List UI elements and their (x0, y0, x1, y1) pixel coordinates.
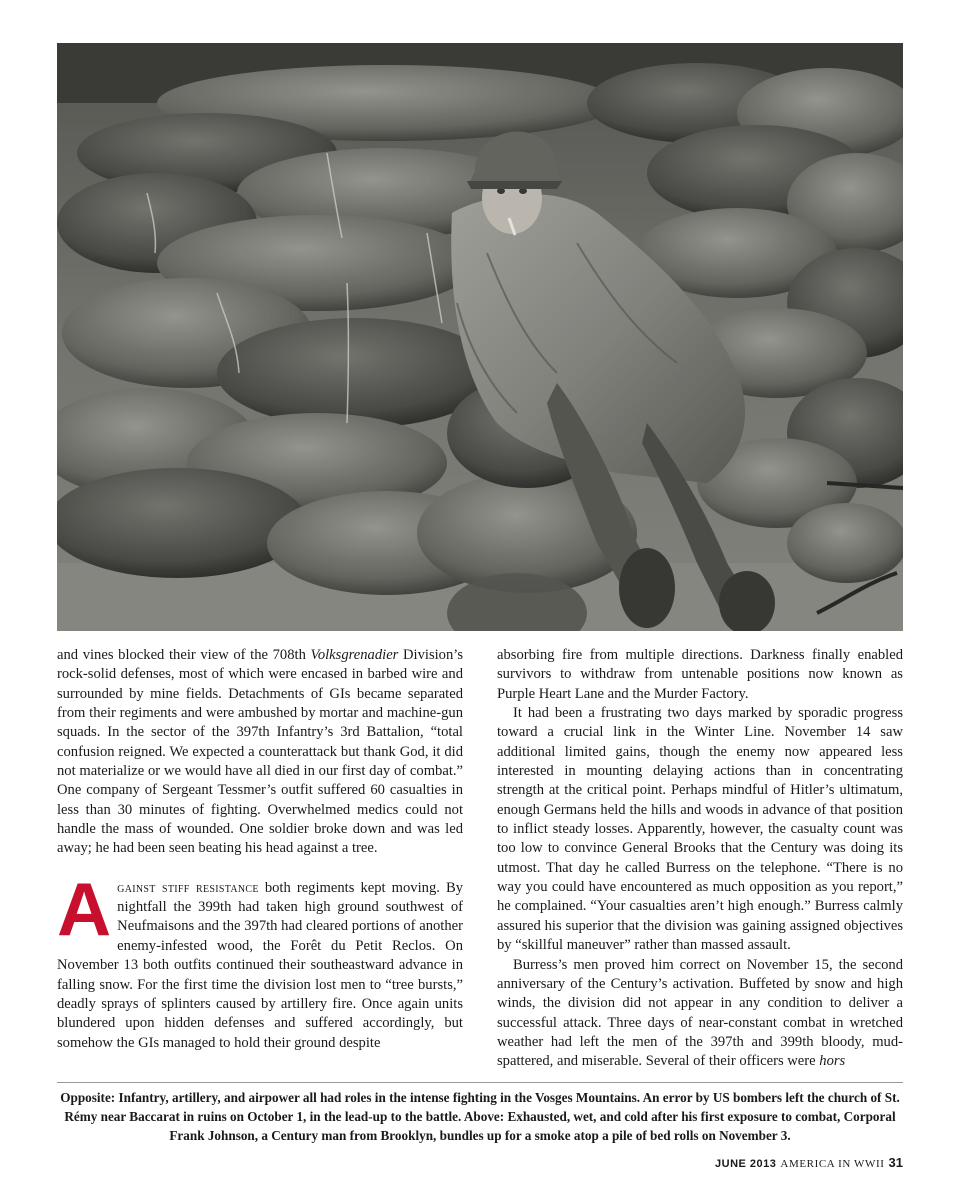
section-lead-in: gainst stiff resistance (117, 879, 259, 896)
body-paragraph (57, 646, 463, 859)
soldier-on-bedrolls-photo (57, 43, 903, 631)
italic-text: hors (819, 1053, 846, 1070)
paragraph-text: both regiments kept moving. By nightfall the 399th had taken high ground southwest of Neufmaisons and the 397th had cleared portions of another enemy-infested wood, the Forêt du Petit Reclos. On November 13 both outfits continued their southeastward advance in falling snow. For the first time the division lost men to “tree bursts,” deadly sprays of splinters caused by artillery fire. Once again units blundered upon hidden defenses and suffered accordingly, but somehow the GIs managed to hold their ground despite (57, 879, 463, 1051)
page-number: 31 (888, 1155, 903, 1170)
italic-text: Volksgrenadier (310, 647, 399, 663)
body-paragraph (497, 956, 903, 1072)
drop-cap: A (57, 866, 112, 951)
article-column-left (57, 646, 463, 1053)
issue-date: JUNE 2013 (715, 1158, 777, 1170)
body-paragraph: It had been a frustrating two days marked by sporadic progress toward a crucial link in the Winter Line. November 14 saw additional limited gains, though the enemy now appeared less interested in mounting delaying actions than in concentrating strength at the critical point. Perhaps mindful of Hitler’s ultimatum, enough Germans held the hills and woods in advance of that position to inflict steady losses. Apparently, however, the casualty count was too low to convince General Brooks that the Century was doing its utmost. That day he called Burress on the telephone. “There is no way you could have encountered as much opposition as you report,” he complained. “Your casualties aren’t high enough.” Burress calmly assured his superior that the division was gaining assigned objectives by “skillful maneuver” rather than massed assault. (497, 705, 903, 954)
text-run: Burress’s men proved him correct on November 15, the second anniversary of the Century’s activation. Buffeted by snow and high winds, the division did not appear in any condition to deliver a successful attack. Three days of near-constant combat in wretched weather had left the men of the 397th and 399th bloody, mud-spattered, and miserable. Several of their officers were (497, 956, 903, 1070)
article-column-right (497, 646, 903, 1072)
caption-divider (57, 1082, 903, 1083)
text-run: Division’s rock-solid defenses, most of which were encased in barbed wire and surrounded by mine fields. Detachments of GIs became separated from their regiments and were ambushed by mortar and machine-gun squads. In the sector of the 397th Infantry’s 3rd Battalion, “total confusion reigned. We expected a counterattack but thank God, it did not materialize or we would have all died in our first day of combat.” One company of Sergeant Tessmer’s outfit suffered 60 casualties in less than 30 minutes of fighting. Overwhelmed medics could not handle the mass of wounded. One soldier broke down and was led away; he had been seen beating his head against a tree. (57, 647, 464, 857)
article-photo (57, 43, 903, 631)
body-paragraph-section-start (57, 866, 463, 1053)
page-footer (715, 1155, 903, 1170)
magazine-name: AMERICA IN WWII (780, 1158, 885, 1170)
photo-caption: Opposite: Infantry, artillery, and airpower all had roles in the intense fighting in the Vosges Mountains. An error by US bombers left the church of St. Rémy near Baccarat in ruins on October 1, in the lead-up to the battle. Above: Exhausted, wet, and cold after his first exposure to combat, Corporal Frank Johnson, a Century man from Brooklyn, bundles up for a smoke atop a pile of bed rolls on November 3. (60, 1090, 900, 1143)
text-run: and vines blocked their view of the 708th (57, 647, 311, 663)
body-paragraph: absorbing fire from multiple directions. Darkness finally enabled survivors to withdraw from untenable positions now known as Purple Heart Lane and the Murder Factory. (497, 647, 903, 702)
